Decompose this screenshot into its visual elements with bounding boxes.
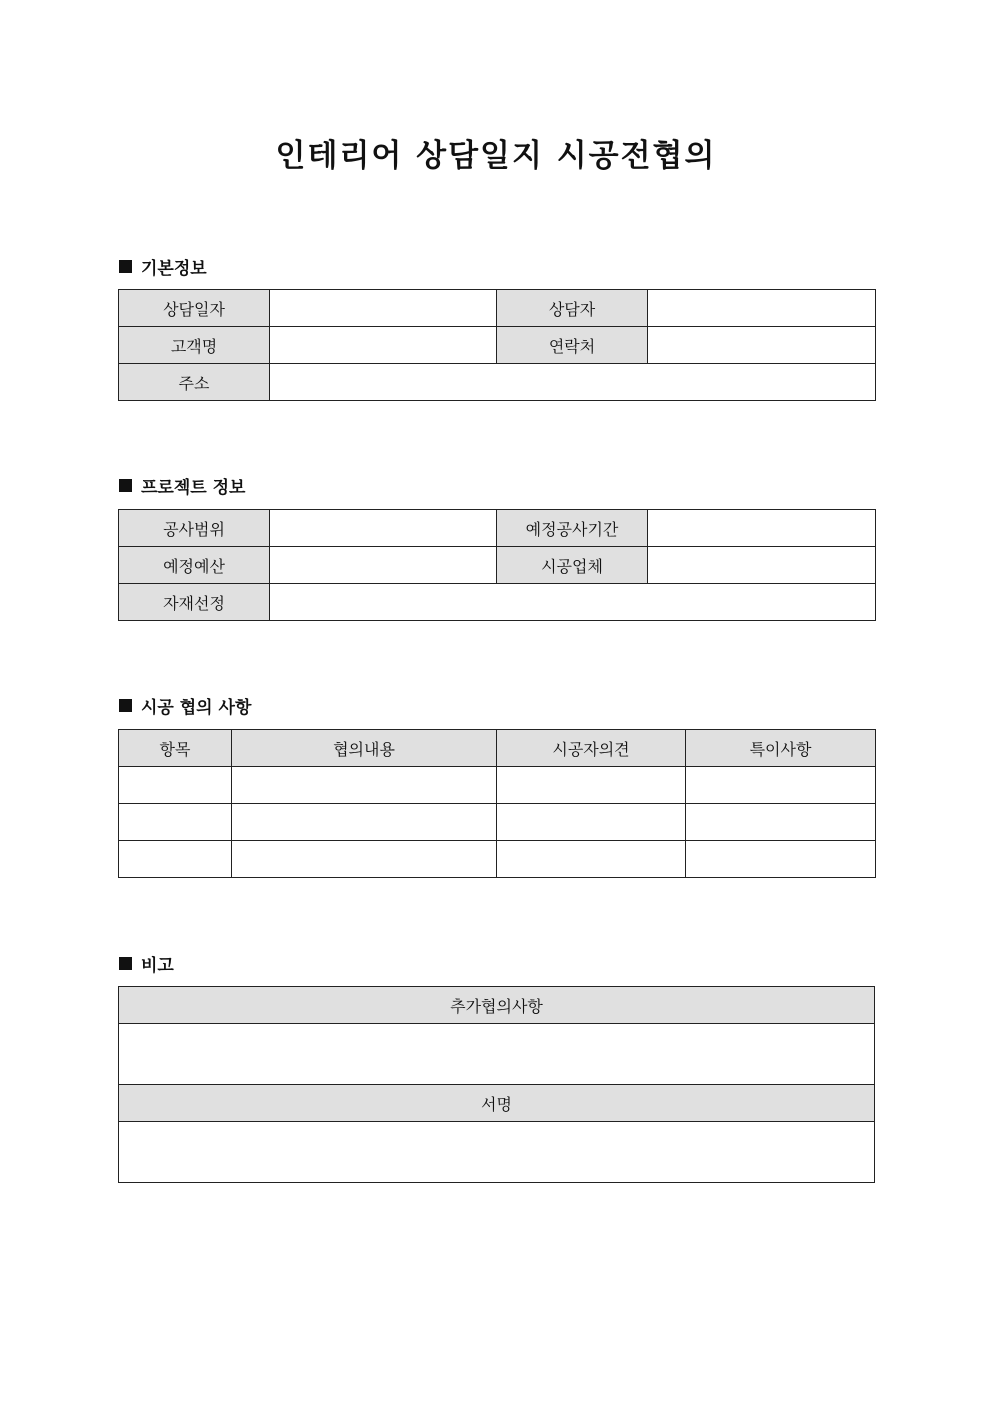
section-heading-label: 프로젝트 정보 bbox=[141, 478, 246, 498]
remarks-table bbox=[118, 986, 875, 1183]
scope-field[interactable] bbox=[270, 510, 497, 547]
content-cell[interactable] bbox=[232, 804, 497, 841]
contractor-opinion-cell[interactable] bbox=[497, 767, 686, 804]
customer-name-label: 고객명 bbox=[119, 327, 270, 364]
agreement-table bbox=[118, 729, 876, 878]
section-heading-remarks bbox=[119, 951, 174, 976]
section-heading-project bbox=[119, 473, 245, 498]
contractor-field[interactable] bbox=[648, 547, 876, 584]
signature-label: 서명 bbox=[119, 1085, 875, 1122]
additional-agreement-field[interactable] bbox=[119, 1024, 875, 1085]
table-row bbox=[119, 804, 876, 841]
content-cell[interactable] bbox=[232, 841, 497, 878]
table-row bbox=[119, 547, 876, 584]
square-bullet-icon bbox=[119, 260, 132, 273]
page-title: 인테리어 상담일지 시공전협의 bbox=[275, 138, 717, 174]
materials-label: 자재선정 bbox=[119, 584, 270, 621]
table-row bbox=[119, 1085, 875, 1122]
item-cell[interactable] bbox=[119, 804, 232, 841]
materials-field[interactable] bbox=[270, 584, 876, 621]
contact-field[interactable] bbox=[648, 327, 876, 364]
table-row bbox=[119, 1024, 875, 1085]
scope-label: 공사범위 bbox=[119, 510, 270, 547]
square-bullet-icon bbox=[119, 479, 132, 492]
content-cell[interactable] bbox=[232, 767, 497, 804]
consult-date-label: 상담일자 bbox=[119, 290, 270, 327]
item-cell[interactable] bbox=[119, 767, 232, 804]
section-heading-label: 시공 협의 사항 bbox=[141, 698, 252, 718]
project-info-table bbox=[118, 509, 876, 621]
section-heading-basic bbox=[119, 254, 207, 279]
budget-label: 예정예산 bbox=[119, 547, 270, 584]
table-row bbox=[119, 841, 876, 878]
contractor-label: 시공업체 bbox=[497, 547, 648, 584]
square-bullet-icon bbox=[119, 957, 132, 970]
section-heading-label: 비고 bbox=[141, 956, 174, 976]
table-row bbox=[119, 1122, 875, 1183]
address-label: 주소 bbox=[119, 364, 270, 401]
notes-cell[interactable] bbox=[686, 804, 876, 841]
square-bullet-icon bbox=[119, 699, 132, 712]
table-row bbox=[119, 327, 876, 364]
column-header-notes: 특이사항 bbox=[686, 730, 876, 767]
consultant-field[interactable] bbox=[648, 290, 876, 327]
column-header-content: 협의내용 bbox=[232, 730, 497, 767]
column-header-contractor-opinion: 시공자의견 bbox=[497, 730, 686, 767]
customer-name-field[interactable] bbox=[270, 327, 497, 364]
section-heading-agreement bbox=[119, 693, 251, 718]
consultant-label: 상담자 bbox=[497, 290, 648, 327]
section-heading-label: 기본정보 bbox=[141, 259, 207, 279]
contractor-opinion-cell[interactable] bbox=[497, 841, 686, 878]
table-header-row bbox=[119, 730, 876, 767]
table-row bbox=[119, 767, 876, 804]
basic-info-table bbox=[118, 289, 876, 401]
schedule-label: 예정공사기간 bbox=[497, 510, 648, 547]
table-row bbox=[119, 364, 876, 401]
table-row bbox=[119, 290, 876, 327]
budget-field[interactable] bbox=[270, 547, 497, 584]
signature-field[interactable] bbox=[119, 1122, 875, 1183]
contractor-opinion-cell[interactable] bbox=[497, 804, 686, 841]
contact-label: 연락처 bbox=[497, 327, 648, 364]
table-row bbox=[119, 510, 876, 547]
consult-date-field[interactable] bbox=[270, 290, 497, 327]
address-field[interactable] bbox=[270, 364, 876, 401]
table-row bbox=[119, 584, 876, 621]
schedule-field[interactable] bbox=[648, 510, 876, 547]
notes-cell[interactable] bbox=[686, 767, 876, 804]
item-cell[interactable] bbox=[119, 841, 232, 878]
additional-agreement-label: 추가협의사항 bbox=[119, 987, 875, 1024]
notes-cell[interactable] bbox=[686, 841, 876, 878]
table-row bbox=[119, 987, 875, 1024]
column-header-item: 항목 bbox=[119, 730, 232, 767]
